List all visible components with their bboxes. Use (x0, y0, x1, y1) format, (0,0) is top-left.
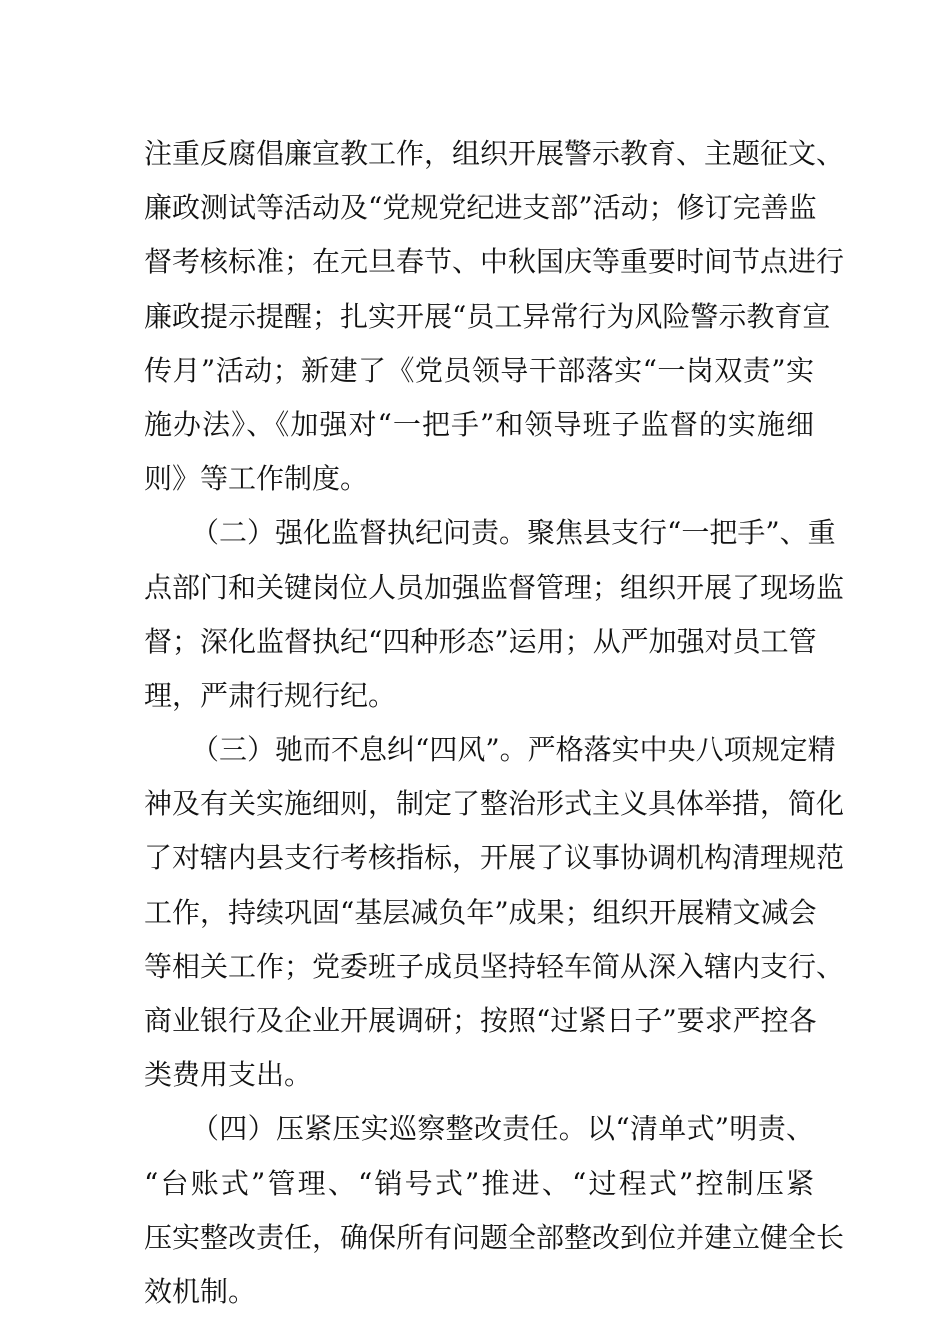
p2-line-4: 理，严肃行规行纪。 (144, 678, 397, 712)
p-intro-line-5: 传月”活动；新建了《党员领导干部落实“一岗双责”实 (144, 353, 814, 387)
p-intro-line-2: 廉政测试等活动及“党规党纪进支部”活动；修订完善监 (144, 191, 817, 225)
p-intro-line-3: 督考核标准；在元旦春节、中秋国庆等重要时间节点进行 (144, 245, 845, 279)
p4-line-4: 效机制。 (144, 1274, 257, 1308)
p4-line-1: （四）压紧压实巡察整改责任。以“清单式”明责、 (191, 1112, 814, 1146)
p4-line-3: 压实整改责任，确保所有问题全部整改到位并建立健全长 (144, 1220, 845, 1254)
p2-line-2: 点部门和关键岗位人员加强监督管理；组织开展了现场监 (144, 570, 845, 604)
p4-line-2: “台账式”管理、“销号式”推进、“过程式”控制压紧 (144, 1166, 814, 1200)
p3-line-4: 工作，持续巩固“基层减负年”成果；组织开展精文减会 (144, 895, 817, 929)
body-text (144, 127, 845, 1319)
p-intro-line-1: 注重反腐倡廉宣教工作，组织开展警示教育、主题征文、 (144, 137, 845, 170)
p-intro-line-6: 施办法》、《加强对“一把手”和领导班子监督的实施细 (144, 407, 814, 441)
p3-line-3: 了对辖内县支行考核指标，开展了议事协调机构清理规范 (144, 841, 845, 875)
p3-line-2: 神及有关实施细则，制定了整治形式主义具体举措，简化 (144, 787, 845, 821)
p3-line-7: 类费用支出。 (144, 1058, 313, 1092)
p2-line-3: 督；深化监督执纪“四种形态”运用；从严加强对员工管 (144, 624, 817, 658)
p2-line-1: （二）强化监督执纪问责。聚焦县支行“一把手”、重 (191, 516, 836, 550)
p-intro-line-4: 廉政提示提醒；扎实开展“员工异常行为风险警示教育宣 (144, 299, 831, 333)
p3-line-1: （三）驰而不息纠“四风”。严格落实中央八项规定精 (191, 733, 836, 767)
p-intro-line-7: 则》等工作制度。 (144, 462, 369, 496)
p3-line-5: 等相关工作；党委班子成员坚持轻车简从深入辖内支行、 (144, 949, 845, 983)
p3-line-6: 商业银行及企业开展调研；按照“过紧日子”要求严控各 (144, 1004, 817, 1037)
